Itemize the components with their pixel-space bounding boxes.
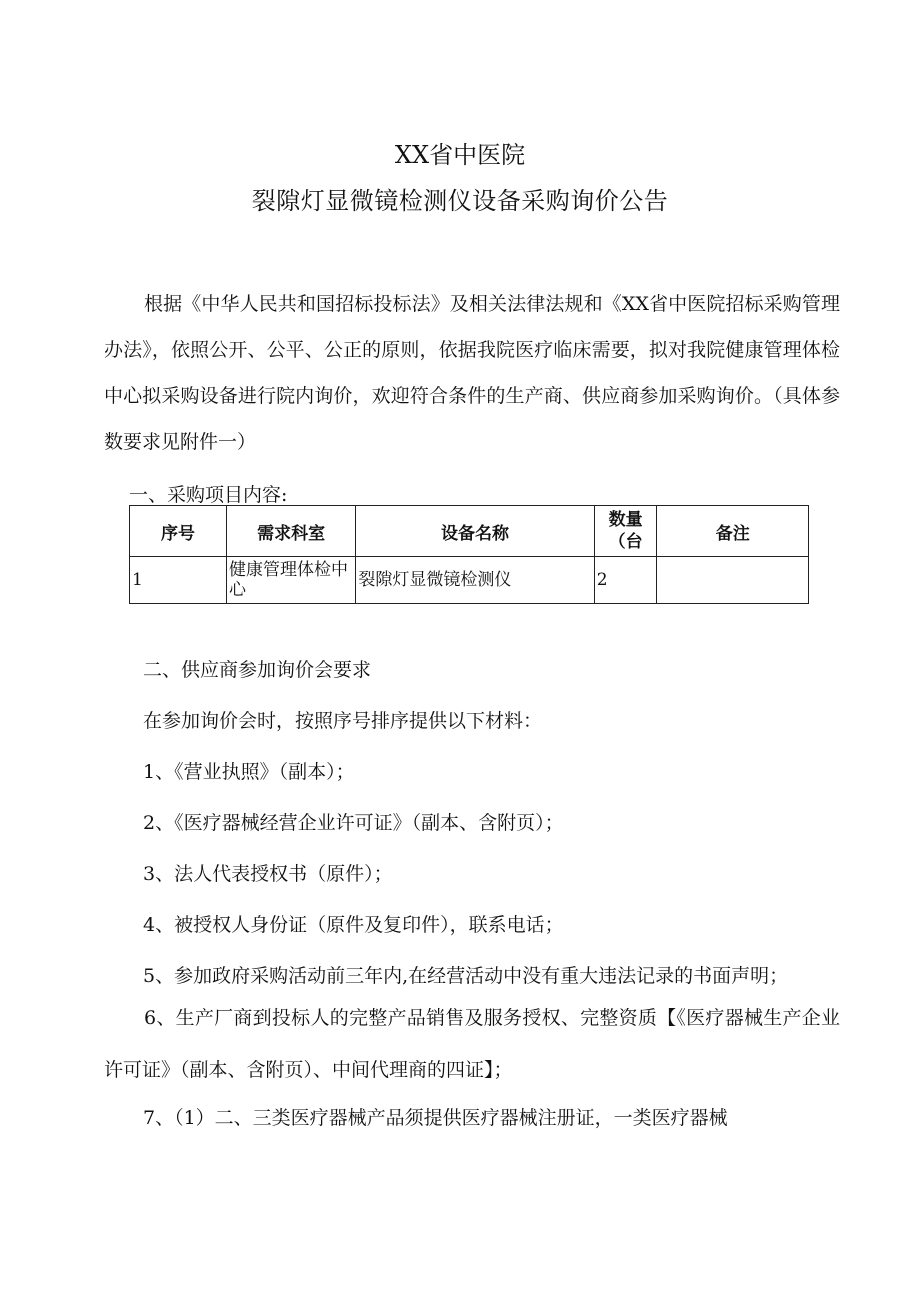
document-title: XX省中医院 <box>394 141 526 169</box>
procurement-table <box>129 505 809 604</box>
cell-index: 1 <box>130 557 227 604</box>
section1-heading: 一、采购项目内容: <box>129 484 288 506</box>
list-item: 3、法人代表授权书（原件）； <box>143 863 393 885</box>
list-item: 4、被授权人身份证（原件及复印件），联系电话； <box>143 914 564 936</box>
section2-heading: 二、供应商参加询价会要求 <box>143 659 372 681</box>
col-header-quantity: 数量（台 <box>594 506 657 557</box>
list-item: 2、《医疗器械经营企业许可证》（副本、含附页）； <box>143 812 564 834</box>
cell-equipment: 裂隙灯显微镜检测仪 <box>356 557 594 604</box>
document-subtitle: 裂隙灯显微镜检测仪设备采购询价公告 <box>251 187 669 215</box>
col-header-equipment: 设备名称 <box>356 506 594 557</box>
list-item: 1、《营业执照》（副本）； <box>143 761 355 783</box>
intro-paragraph: 根据《中华人民共和国招标投标法》及相关法律法规和《XX省中医院招标采购管理办法》，依照公开、公平、公正的原则，依据我院医疗临床需要，拟对我院健康管理体检中心拟采购设备进行院内询价，欢迎符合条件的生产商、供应商参加采购询价。（具体参数要求见附件一） <box>104 293 840 453</box>
cell-remarks <box>657 557 809 604</box>
table-row <box>130 557 809 604</box>
col-header-department: 需求科室 <box>227 506 356 557</box>
cell-quantity: 2 <box>594 557 657 604</box>
table-header-row <box>130 506 809 557</box>
list-item: 7、（1）二、三类医疗器械产品须提供医疗器械注册证，一类医疗器械 <box>143 1107 728 1129</box>
col-header-index: 序号 <box>130 506 227 557</box>
list-item: 5、参加政府采购活动前三年内,在经营活动中没有重大违法记录的书面声明； <box>143 965 789 987</box>
list-item: 6、生产厂商到投标人的完整产品销售及服务授权、完整资质【《医疗器械生产企业许可证》（副本、含附页）、中间代理商的四证】； <box>104 1007 840 1081</box>
col-header-remarks: 备注 <box>657 506 809 557</box>
cell-department: 健康管理体检中心 <box>227 557 356 604</box>
section2-lead: 在参加询价会时，按照序号排序提供以下材料： <box>143 710 543 732</box>
